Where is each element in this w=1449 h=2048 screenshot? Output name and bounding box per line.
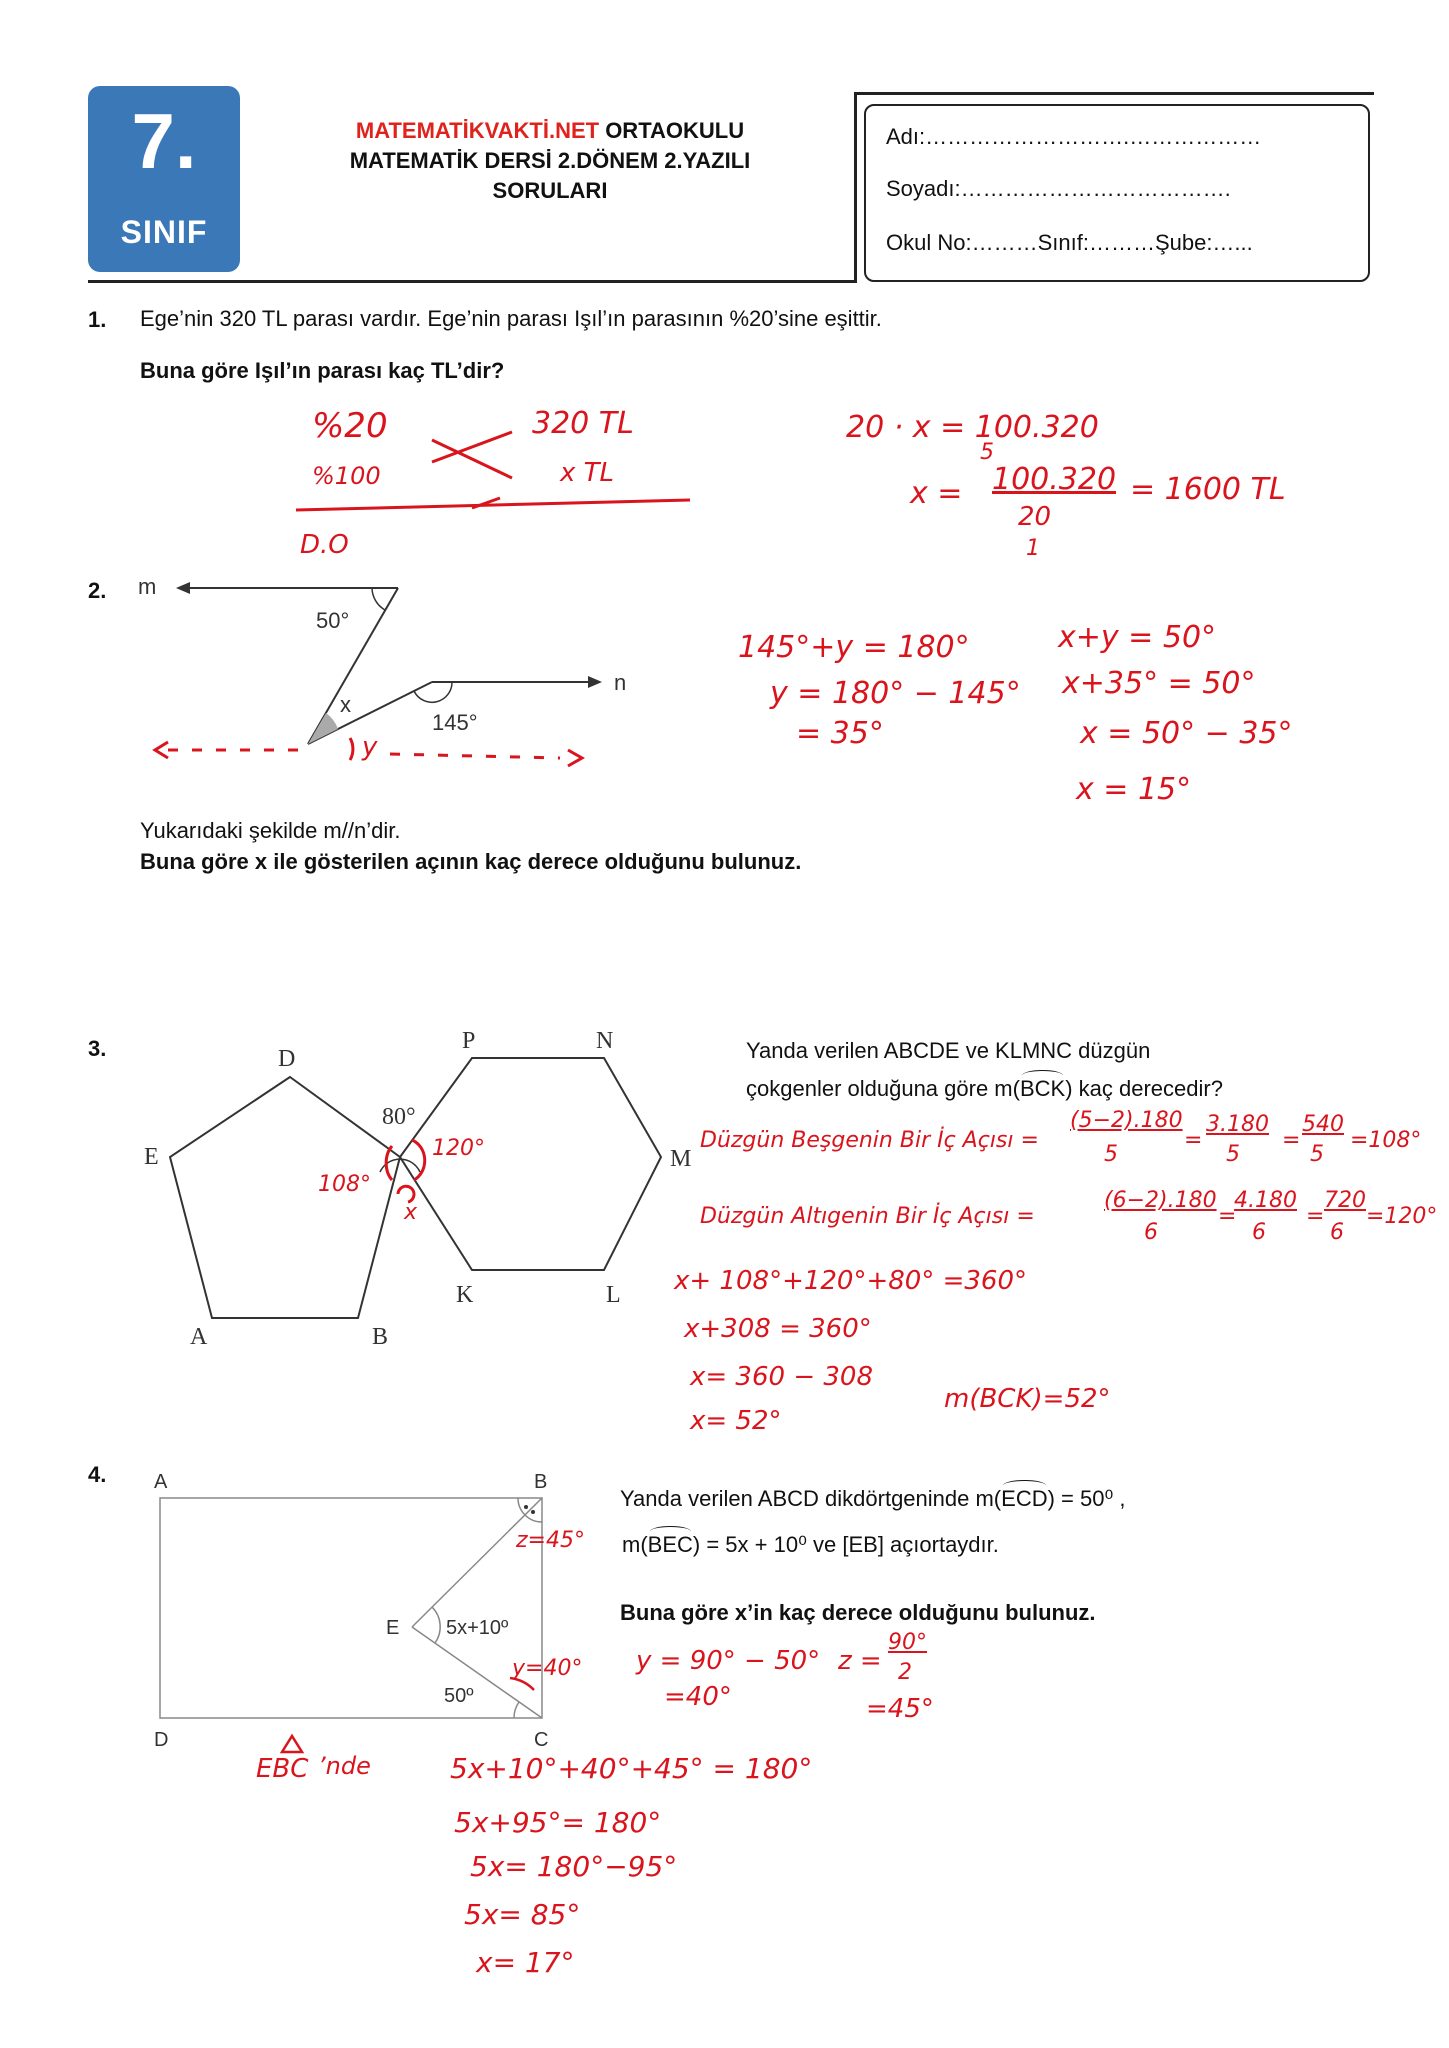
q4-hw-y-line2: =40° <box>664 1682 732 1712</box>
label-L: L <box>606 1282 621 1308</box>
name-field[interactable]: Adı:……………………….……………… <box>886 124 1262 149</box>
q2-hw-line1: 145°+y = 180° <box>738 630 970 665</box>
q4-hw-step2: 5x+95°= 180° <box>454 1806 662 1839</box>
q3-text-line2: çokgenler olduğuna göre m( BCK) kaç derecedir? <box>746 1074 1223 1104</box>
q1-hw-percent100: %100 <box>312 462 381 490</box>
q2-number: 2. <box>88 578 107 603</box>
q3-hw-p-den2: 5 <box>1226 1142 1240 1167</box>
q3-hw-p-den1: 5 <box>1104 1142 1118 1167</box>
q1-hw-x-eq: x = <box>910 476 963 511</box>
q3-hw-p-num1: (5−2).180 <box>1070 1108 1183 1133</box>
q3-hw-step3: x= 360 − 308 <box>690 1362 874 1392</box>
q4-hw-step3: 5x= 180°−95° <box>470 1850 678 1883</box>
q3-hw-h-eq1: = <box>1218 1204 1237 1229</box>
label-angle-c: 50º <box>444 1685 474 1707</box>
q3-hw-h-den3: 6 <box>1330 1220 1344 1245</box>
q3-hw-h-num2: 4.180 <box>1234 1188 1297 1213</box>
q3-hw-pentagon-label: Düzgün Beşgenin Bir İç Açısı = <box>700 1128 1039 1153</box>
q2-text: Yukarıdaki şekilde m//n’dir. <box>140 818 401 843</box>
q3-hw-p-num3: 540 <box>1302 1112 1344 1137</box>
q4-question: Buna göre x’in kaç derece olduğunu bulunuz. <box>620 1600 1096 1625</box>
q1-hw-denominator: 20 <box>1018 502 1052 532</box>
q4-hw-step5: x= 17° <box>476 1946 575 1979</box>
label-M: M <box>670 1146 692 1172</box>
q1-hw-320tl: 320 TL <box>532 406 634 441</box>
q1-hw-do: D.O <box>300 530 349 560</box>
q4-hw-step1: 5x+10°+40°+45° = 180° <box>450 1752 813 1785</box>
q4-text-line1: Yanda verilen ABCD dikdörtgeninde m( ECD) = 50⁰ , <box>620 1484 1126 1514</box>
q3-hw-h-result: =120° <box>1366 1204 1438 1229</box>
q3-hw-h-den2: 6 <box>1252 1220 1266 1245</box>
label-m: m <box>138 574 157 599</box>
q2-hw-line4: x+y = 50° <box>1058 620 1217 655</box>
q2-hw-line2: y = 180° − 145° <box>770 676 1021 711</box>
q3-hw-answer: m(BCK)=52° <box>944 1384 1111 1414</box>
q4-hw-z-num: 90° <box>888 1630 927 1655</box>
q2-hw-line6: x = 50° − 35° <box>1080 716 1293 751</box>
q4-hw-step4: 5x= 85° <box>464 1898 581 1931</box>
q3-number: 3. <box>88 1036 107 1061</box>
q3-hw-h-num3: 720 <box>1324 1188 1366 1213</box>
q4-hw-z-result: =45° <box>866 1694 934 1724</box>
q3-hw-hexagon-label: Düzgün Altıgenin Bir İç Açısı = <box>700 1204 1035 1229</box>
grade-word: SINIF <box>120 214 208 250</box>
label-E: E <box>386 1617 400 1639</box>
grade-number: 7. <box>131 97 197 185</box>
q4-hw-z45: z=45° <box>516 1528 585 1553</box>
label-x: x <box>340 692 351 717</box>
q3-hw-p-eq1: = <box>1184 1128 1203 1153</box>
q3-hw-108: 108° <box>318 1172 371 1197</box>
q3-text-line1: Yanda verilen ABCDE ve KLMNC düzgün <box>746 1038 1151 1063</box>
label-D: D <box>278 1046 296 1072</box>
q1-number: 1. <box>88 307 107 332</box>
q3-hw-x: x <box>404 1200 418 1225</box>
title-rest: ORTAOKULU <box>599 118 745 143</box>
q2-hw-line7: x = 15° <box>1076 772 1192 807</box>
label-n: n <box>614 670 627 695</box>
q4-hw-z-line1: z = <box>838 1646 882 1676</box>
label-P: P <box>462 1028 476 1054</box>
q4-text-line2: m( BEC) = 5x + 10⁰ ve [EB] açıortaydır. <box>622 1530 999 1560</box>
q2-hw-y: y <box>362 732 378 762</box>
label-145: 145° <box>432 710 478 735</box>
q4-hw-nde: ’nde <box>318 1752 371 1780</box>
q3-hw-p-den3: 5 <box>1310 1142 1324 1167</box>
site-name: MATEMATİKVAKTİ.NET <box>355 118 600 143</box>
q2-question: Buna göre x ile gösterilen açının kaç derece olduğunu bulunuz. <box>140 849 802 874</box>
q3-hw-h-eq2: = <box>1306 1204 1325 1229</box>
label-A: A <box>190 1324 208 1350</box>
q1-hw-percent20: %20 <box>312 406 388 446</box>
q1-hw-equation: 20 · x = 100.320 <box>846 410 1099 445</box>
q4-hw-ebc: EBC <box>256 1754 309 1784</box>
q4-number: 4. <box>88 1462 107 1487</box>
q3-hw-h-num1: (6−2).180 <box>1104 1188 1217 1213</box>
q4-hw-y40: y=40° <box>512 1656 583 1681</box>
q3-hw-step1: x+ 108°+120°+80° =360° <box>674 1266 1028 1296</box>
label-80: 80° <box>382 1104 416 1130</box>
label-N: N <box>596 1028 614 1054</box>
q1-text: Ege’nin 320 TL parası vardır. Ege’nin parası Işıl’ın parasının %20’sine eşittir. <box>140 306 882 331</box>
q1-hw-xtl: x TL <box>560 458 615 488</box>
q3-hw-h-den1: 6 <box>1144 1220 1158 1245</box>
q2-hw-line3: = 35° <box>796 716 884 751</box>
q1-hw-one: 1 <box>1026 536 1040 561</box>
q3-hw-step2: x+308 = 360° <box>684 1314 872 1344</box>
q4-hw-y-line1: y = 90° − 50° <box>636 1646 821 1676</box>
label-A: A <box>154 1471 168 1493</box>
q4-hw-z-den: 2 <box>898 1660 912 1685</box>
q2-hw-line5: x+35° = 50° <box>1062 666 1256 701</box>
q3-hw-120: 120° <box>432 1136 485 1161</box>
title-line2: MATEMATİK DERSİ 2.DÖNEM 2.YAZILI <box>349 148 751 173</box>
label-E: E <box>144 1144 159 1170</box>
q1-question: Buna göre Işıl’ın parası kaç TL’dir? <box>140 358 505 383</box>
q1-hw-result: = 1600 TL <box>1130 472 1286 507</box>
school-no-field[interactable]: Okul No:………Sınıf:………Şube:…... <box>886 230 1253 255</box>
q3-hw-step4: x= 52° <box>690 1406 782 1436</box>
q1-hw-numerator: 100.320 <box>992 462 1117 497</box>
label-B: B <box>534 1471 548 1493</box>
q3-hw-p-result: =108° <box>1350 1128 1422 1153</box>
q3-hw-p-eq2: = <box>1282 1128 1301 1153</box>
label-angle-e: 5x+10º <box>446 1617 509 1639</box>
surname-field[interactable]: Soyadı:………………………………. <box>886 176 1231 201</box>
label-50: 50° <box>316 608 350 633</box>
title-line3: SORULARI <box>492 178 608 203</box>
label-B: B <box>372 1324 389 1350</box>
label-D: D <box>154 1729 169 1751</box>
label-K: K <box>456 1282 474 1308</box>
label-C: C <box>534 1729 549 1751</box>
q3-hw-p-num2: 3.180 <box>1206 1112 1269 1137</box>
q1-hw-five: 5 <box>980 440 994 465</box>
